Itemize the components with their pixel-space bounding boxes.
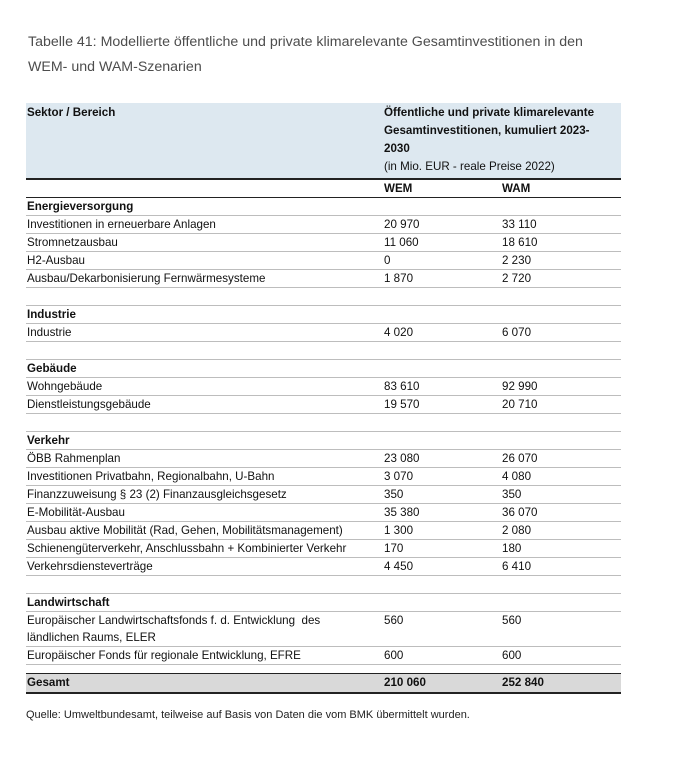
spacer-row bbox=[26, 288, 621, 306]
section-verkehr: Verkehr bbox=[26, 432, 383, 450]
row-wam: 2 720 bbox=[501, 270, 621, 288]
row-wem: 0 bbox=[383, 252, 501, 270]
section-row bbox=[26, 594, 621, 612]
section-landwirtschaft: Landwirtschaft bbox=[26, 594, 383, 612]
row-label: Dienstleistungsgebäude bbox=[26, 396, 383, 414]
table-row bbox=[26, 612, 621, 647]
row-wem: 35 380 bbox=[383, 504, 501, 522]
row-wam: 18 610 bbox=[501, 234, 621, 252]
spacer-row bbox=[26, 665, 621, 674]
section-row bbox=[26, 360, 621, 378]
table-row bbox=[26, 234, 621, 252]
row-wem: 560 bbox=[383, 612, 501, 647]
section-industrie: Industrie bbox=[26, 306, 383, 324]
row-label: Finanzzuweisung § 23 (2) Finanzausgleichsgesetz bbox=[26, 486, 383, 504]
total-label: Gesamt bbox=[26, 674, 383, 694]
header-sector: Sektor / Bereich bbox=[26, 103, 383, 179]
row-wam: 560 bbox=[501, 612, 621, 647]
row-wem: 23 080 bbox=[383, 450, 501, 468]
table-row bbox=[26, 252, 621, 270]
spacer-row bbox=[26, 342, 621, 360]
table-row bbox=[26, 504, 621, 522]
header-investments bbox=[383, 103, 621, 179]
row-label: ÖBB Rahmenplan bbox=[26, 450, 383, 468]
table-row bbox=[26, 468, 621, 486]
row-label: Ausbau aktive Mobilität (Rad, Gehen, Mobilitätsmanagement) bbox=[26, 522, 383, 540]
row-wam: 6 410 bbox=[501, 558, 621, 576]
section-row bbox=[26, 432, 621, 450]
table-row bbox=[26, 647, 621, 665]
row-label: H2-Ausbau bbox=[26, 252, 383, 270]
row-label: Wohngebäude bbox=[26, 378, 383, 396]
table-row bbox=[26, 324, 621, 342]
row-wem: 4 020 bbox=[383, 324, 501, 342]
row-wam: 2 230 bbox=[501, 252, 621, 270]
header-invest-line-1: Öffentliche und private klimarelevante bbox=[384, 106, 595, 119]
section-gebaeude: Gebäude bbox=[26, 360, 383, 378]
row-label: Schienengüterverkehr, Anschlussbahn + Kombinierter Verkehr bbox=[26, 540, 383, 558]
row-wem: 3 070 bbox=[383, 468, 501, 486]
table-row bbox=[26, 396, 621, 414]
row-label: E-Mobilität-Ausbau bbox=[26, 504, 383, 522]
table-header-row bbox=[26, 103, 621, 179]
row-wam: 4 080 bbox=[501, 468, 621, 486]
table-row bbox=[26, 540, 621, 558]
row-wam: 36 070 bbox=[501, 504, 621, 522]
row-label: Ausbau/Dekarbonisierung Fernwärmesysteme bbox=[26, 270, 383, 288]
table-row bbox=[26, 216, 621, 234]
table-row bbox=[26, 270, 621, 288]
row-wam: 180 bbox=[501, 540, 621, 558]
table-row bbox=[26, 378, 621, 396]
header-wem: WEM bbox=[383, 179, 501, 198]
row-label: Investitionen Privatbahn, Regionalbahn, U-Bahn bbox=[26, 468, 383, 486]
investment-table bbox=[26, 103, 621, 694]
table-row bbox=[26, 486, 621, 504]
row-wem: 1 300 bbox=[383, 522, 501, 540]
header-invest-line-2: Gesamtinvestitionen, kumuliert 2023- bbox=[384, 124, 590, 137]
row-wem: 19 570 bbox=[383, 396, 501, 414]
row-label: Europäischer Fonds für regionale Entwicklung, EFRE bbox=[26, 647, 383, 665]
spacer-row bbox=[26, 414, 621, 432]
table-caption bbox=[28, 30, 648, 80]
row-wem: 350 bbox=[383, 486, 501, 504]
row-wam: 600 bbox=[501, 647, 621, 665]
row-wam: 92 990 bbox=[501, 378, 621, 396]
table-row bbox=[26, 558, 621, 576]
row-wem: 83 610 bbox=[383, 378, 501, 396]
caption-line-2: WEM- und WAM-Szenarien bbox=[28, 59, 202, 75]
row-label: Stromnetzausbau bbox=[26, 234, 383, 252]
total-wam: 252 840 bbox=[501, 674, 621, 694]
spacer-row bbox=[26, 576, 621, 594]
row-wam: 6 070 bbox=[501, 324, 621, 342]
header-wam: WAM bbox=[501, 179, 621, 198]
row-label bbox=[26, 612, 383, 647]
table-row bbox=[26, 522, 621, 540]
row-wem: 4 450 bbox=[383, 558, 501, 576]
header-invest-unit: (in Mio. EUR - reale Preise 2022) bbox=[384, 160, 555, 173]
row-label: Industrie bbox=[26, 324, 383, 342]
row-wam: 350 bbox=[501, 486, 621, 504]
header-invest-line-3: 2030 bbox=[384, 142, 410, 155]
row-wem: 11 060 bbox=[383, 234, 501, 252]
total-row bbox=[26, 674, 621, 694]
row-wam: 26 070 bbox=[501, 450, 621, 468]
source-note: Quelle: Umweltbundesamt, teilweise auf Basis von Daten die vom BMK übermittelt wurden. bbox=[26, 709, 470, 721]
row-label-line-2: ländlichen Raums, ELER bbox=[27, 631, 156, 644]
row-label: Verkehrsdiensteverträge bbox=[26, 558, 383, 576]
section-energieversorgung: Energieversorgung bbox=[26, 198, 383, 216]
row-wam: 2 080 bbox=[501, 522, 621, 540]
row-wam: 33 110 bbox=[501, 216, 621, 234]
table-row bbox=[26, 450, 621, 468]
row-wam: 20 710 bbox=[501, 396, 621, 414]
caption-line-1: Tabelle 41: Modellierte öffentliche und private klimarelevante Gesamtinvestitionen in den bbox=[28, 34, 583, 50]
scenario-header-row bbox=[26, 179, 621, 198]
row-wem: 600 bbox=[383, 647, 501, 665]
row-label-line-1: Europäischer Landwirtschaftsfonds f. d. Entwicklung des bbox=[27, 614, 321, 627]
row-wem: 20 970 bbox=[383, 216, 501, 234]
row-wem: 170 bbox=[383, 540, 501, 558]
section-row bbox=[26, 198, 621, 216]
total-wem: 210 060 bbox=[383, 674, 501, 694]
section-row bbox=[26, 306, 621, 324]
row-wem: 1 870 bbox=[383, 270, 501, 288]
row-label: Investitionen in erneuerbare Anlagen bbox=[26, 216, 383, 234]
